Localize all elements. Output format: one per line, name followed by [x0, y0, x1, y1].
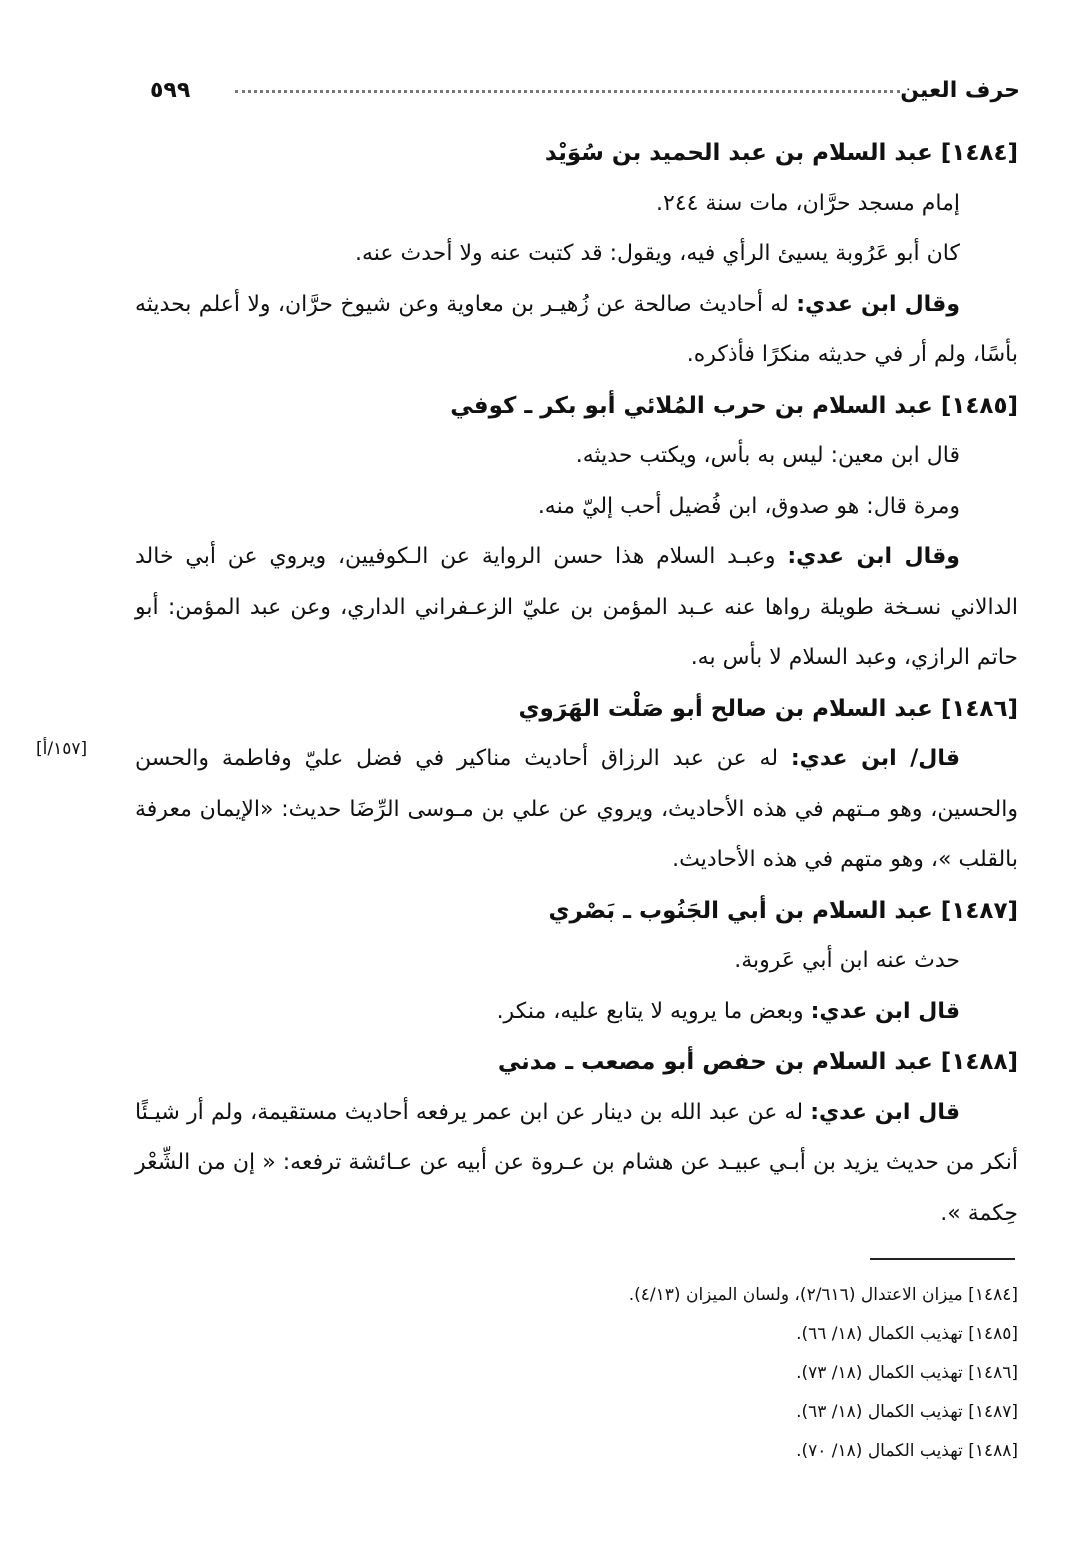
entry-heading: [١٤٨٥] عبد السلام بن حرب المُلائي أبو بكر ـ كوفي	[450, 392, 1018, 419]
text-paragraph: قال ابن معين: ليس به بأس، ويكتب حديثه.	[575, 443, 960, 468]
speech-text: له عن عبد الله بن دينار عن ابن عمر يرفعه أحاديث مستقيمة، ولم أر شيـئًا أنكر من حديث يزيد بن أبـي عبيـد عن هشام بن عـروة عن أبيه عن عـائشة ترفعه: « إن من الشِّعْر حِكمة ».	[135, 1099, 1018, 1226]
text-paragraph: إمام مسجد حرَّان، مات سنة ٢٤٤.	[656, 190, 960, 216]
entry-heading: [١٤٨٧] عبد السلام بن أبي الجَنُوب ـ بَصْري	[548, 897, 1018, 924]
speech-paragraph	[135, 1088, 1018, 1240]
speaker-label: وقال ابن عدي:	[787, 544, 960, 569]
section-title: حرف العين	[900, 78, 1020, 103]
entry-heading: [١٤٨٦] عبد السلام بن صالح أبو صَلْت الهَرَوي	[518, 695, 1018, 722]
speaker-label: قال ابن عدي:	[810, 1099, 960, 1125]
entry-heading: [١٤٨٨] عبد السلام بن حفص أبو مصعب ـ مدني	[497, 1049, 1018, 1075]
page-number: ٥٩٩	[150, 78, 191, 103]
header-rule	[235, 90, 900, 93]
text-paragraph: كان أبو عَرُوبة يسيئ الرأي فيه، ويقول: قد كتبت عنه ولا أحدث عنه.	[354, 241, 960, 266]
speaker-label: قال/ ابن عدي:	[790, 746, 960, 771]
speech-paragraph	[135, 734, 1018, 886]
footnote: [١٤٨٨] تهذيب الكمال (١٨/ ٧٠).	[796, 1441, 1018, 1461]
footnote-separator	[870, 1258, 1015, 1260]
footnote: [١٤٨٤] ميزان الاعتدال (٢/٦١٦)، ولسان الميزان (٤/١٣).	[628, 1285, 1018, 1305]
speech-paragraph	[135, 532, 1018, 684]
footnotes	[318, 1276, 1018, 1471]
entry-heading: [١٤٨٤] عبد السلام بن عبد الحميد بن سُوَيْد	[544, 140, 1018, 166]
footnote: [١٤٨٦] تهذيب الكمال (١٨/ ٧٣).	[796, 1363, 1018, 1383]
footnote: [١٤٨٧] تهذيب الكمال (١٨/ ٦٣).	[796, 1402, 1018, 1422]
footnote: [١٤٨٥] تهذيب الكمال (١٨/ ٦٦).	[796, 1324, 1018, 1344]
speech-paragraph	[135, 987, 1018, 1038]
speech-text: وبعض ما يرويه لا يتابع عليه، منكر.	[496, 998, 811, 1024]
text-paragraph: حدث عنه ابن أبي عَروبة.	[734, 948, 960, 973]
running-header	[150, 78, 1020, 108]
speech-paragraph	[135, 280, 1018, 381]
speech-text: له أحاديث صالحة عن زُهيـر بن معاوية وعن شيوخ حرَّان، ولا أعلم بحديثه بأسًا، ولم أر في حديثه منكرًا فأذكره.	[135, 291, 1018, 367]
speech-text: وعبـد السلام هذا حسن الرواية عن الـكوفيين، ويروي عن أبي خالد الدالاني نسـخة طويلة رواها عنه عـبد المؤمن بن عليّ الزعـفراني الداري، وعن عبد المؤمن: أبو حاتم الرازي، وعبد السلام لا بأس به.	[135, 544, 1018, 670]
margin-folio-note: [١٥٧/أ]	[36, 739, 88, 759]
speaker-label: قال ابن عدي:	[810, 998, 960, 1024]
speech-text: له عن عبد الرزاق أحاديث مناكير في فضل عليّ وفاطمة والحسن والحسين، وهو مـتهم في هذه الأحاديث، ويروي عن علي بن مـوسى الرِّضَا حديث: «الإيمان معرفة بالقلب »، وهو متهم في هذه الأحاديث.	[135, 746, 1018, 872]
main-text	[135, 128, 1018, 1239]
text-paragraph: ومرة قال: هو صدوق، ابن فُضيل أحب إليّ منه.	[537, 493, 960, 519]
speaker-label: وقال ابن عدي:	[796, 291, 961, 317]
